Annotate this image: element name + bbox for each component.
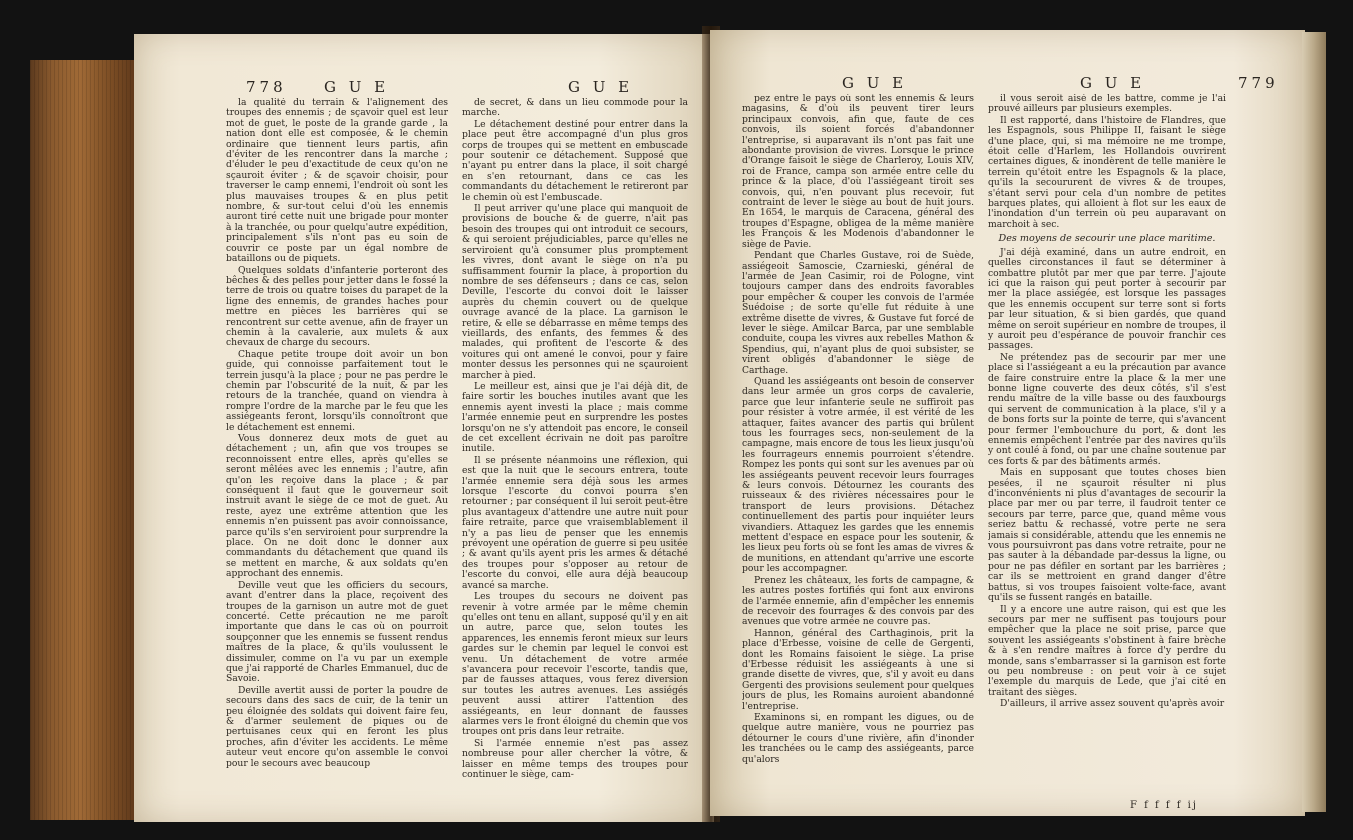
running-head-right-1: G U E [842,74,908,92]
book [26,26,1331,822]
paragraph: Hannon, général des Carthaginois, prit la place d'Erbesse, voisine de celle de Gergenti, dont les Romains faisoient le siège. La prise d'Erbesse réduisit les assiégeants à une si grande disette de vivres, que, s'il y avoit eu dans Gergenti des provisions seulement pour quelques jours de plus, les Romains auroient abandonné l'entreprise. [742,627,974,712]
paragraph: Le détachement destiné pour entrer dans la place peut être accompagné d'un plus gros corps de troupes qui se mettent en embuscade pour soutenir ce détachement. Supposé que n'ayant pu entrer dans la place, il soit chargé en s'en retournant, dans ce cas les commandants du détachement le retireront par le chemin où est l'embuscade. [462,118,688,203]
paragraph: Mais en supposant que toutes choses bien pesées, il ne sçauroit résulter ni plus d'inconvénients ni plus d'avantages de secourir la place par mer ou par terre, il faudroit tenter ce secours par terre, parce que, quand même vous seriez battu & rechassé, votre perte ne sera jamais si considérable, attendu que les ennemis ne vous poursuivront pas dans votre retraite, pour ne pas sauter à la débandade par-dessus la ligne, ou pour ne pas défiler en sortant par les barrières ; car ils se mettroient en grand danger d'être battus, si vos troupes faisoient volte-face, avant qu'ils se fussent rangés en bataille. [988,467,1226,604]
page-number-right: 779 [1238,74,1279,92]
paragraph: la qualité du terrain & l'alignement des troupes des ennemis ; de sçavoir quel est leur mot de guet, le poste de la grande garde , la nation dont elle est composée, & le chemin ordinaire que tiennent leurs partis, afin d'éviter de les rencontrer dans la marche ; d'éluder le peu d'exactitude de ceux qu'on ne sçauroit éviter ; & de sçavoir choisir, pour traverser le camp ennemi, l'endroit où sont les plus mauvaises troupes & en plus petit nombre, & sur-tout celui d'où les ennemis auront tiré cette nuit une brigade pour monter à la tranchée, ou pour quelqu'autre expédition, principalement s'ils n'ont pas eu soin de couvrir ce poste par un égal nombre de bataillons ou de piquets. [226,98,448,265]
left-page-column-1 [226,98,448,813]
paragraph: Il est rapporté, dans l'histoire de Flandres, que les Espagnols, sous Philippe II, faisant le siège d'une place, qui, si ma mémoire ne me trompe, étoit celle d'Harlem, les Hollandois ouvrirent certaines digues, & inondèrent de telle manière le terrein qu'étoit entre les Espagnols & la place, qu'ils la secoururent de vivres & de troupes, s'étant servi pour cela d'un nombre de petites barques plates, qui alloient à flot sur les eaux de l'inondation d'un terrein où peu auparavant on marchoit à sec. [988,114,1226,230]
paragraph: Chaque petite troupe doit avoir un bon guide, qui connoisse parfaitement tout le terrein jusqu'à la place ; pour ne pas perdre le chemin par l'obscurité de la nuit, & par les retours de la tranchée, quand on viendra à rompre l'ordre de la marche par le feu que les assiégeants feront, lorsqu'ils connoîtront que le détachement est ennemi. [226,348,448,433]
paragraph: pez entre le pays où sont les ennemis & leurs magasins, & d'où ils peuvent tirer leurs principaux convois, afin que, faute de ces convois, ils soient forcés d'abandonner l'entreprise, si auparavant ils n'ont pas fait une abondante provision de vivres. Lorsque le prince d'Orange faisoit le siège de Charleroy, Louis XIV, roi de France, campa son armée entre celle du prince & la place, d'où l'assiégeant tiroit ses convois, qui, n'en pouvant plus recevoir, fut contraint de lever le siège au bout de huit jours. En 1654, le marquis de Caracena, général des troupes d'Espagne, obligea de la même manière les François & les Modenois d'abandonner le siège de Pavie. [742,94,974,250]
right-page [710,30,1305,816]
left-page-column-2 [462,98,688,813]
right-page-column-1 [742,94,974,794]
running-head-left-1: G U E [324,78,390,96]
running-head-left-2: G U E [568,78,634,96]
paragraph: Si l'armée ennemie n'est pas assez nombreuse pour aller chercher la vôtre, & laisser en même temps des troupes pour continuer le siège, cam- [462,737,688,780]
paragraph: Il peut arriver qu'une place qui manquoit de provisions de bouche & de guerre, n'ait pas besoin des troupes qui ont introduit ce secours, & qui seroient préjudiciables, parce qu'elles ne serviroient qu'à consumer plus promptement les vivres, dont avant le siège on n'a pu suffisamment fournir la place, à proportion du nombre de ses défenseurs ; dans ce cas, selon Deville, l'escorte du convoi doit le laisser auprès du chemin couvert ou de quelque ouvrage avancé de la place. La garnison le retire, & elle se débarrasse en même temps des vieillards, des enfants, des femmes & des malades, qui profitent de l'escorte & des voitures qui ont amené le convoi, pour y faire monter dessus les personnes qui ne sçauroient marcher à pied. [462,203,688,381]
paragraph: il vous seroit aisé de les battre, comme je l'ai prouvé ailleurs par plusieurs exemples. [988,94,1226,115]
book-edge-right [1302,32,1326,812]
section-title: Des moyens de secourir une place maritime. [998,233,1216,245]
paragraph: D'ailleurs, il arrive assez souvent qu'après avoir [1000,698,1225,710]
paragraph: Le meilleur est, ainsi que je l'ai déjà dit, de faire sortir les bouches inutiles avant que les ennemis ayent investi la place ; mais comme l'armée ennemie peut en surprendre les postes lorsqu'on ne s'y attendoit pas encore, le conseil de cet excellent écrivain ne doit pas paroître inutile. [462,380,688,455]
paragraph: Quand les assiégeants ont besoin de conserver dans leur armée un gros corps de cavalerie, parce que leur infanterie seule ne suffiroit pas pour résister à votre armée, il est vérité de les attaquer, faites avancer des partis qui brûlent tous les fourrages secs, non-seulement de la campagne, mais encore de tous les lieux jusqu'où les fourrageurs ennemis pourroient s'étendre. Rompez les ponts qui sont sur les avenues par où les assiégeants peuvent recevoir leurs fourrages & leurs convois. Détournez les courants des ruisseaux & des rivières nécessaires pour le transport de leurs provisions. Détachez continuellement des partis pour inquiéter leurs vivandiers. Attaquez les gardes que les ennemis mettent d'espace en espace pour les soutenir, & les lieux peu forts où se font les amas de vivres & de munitions, en attendant qu'arrive une escorte pour les accompagner. [742,375,974,575]
running-head-right-2: G U E [1080,74,1146,92]
paragraph: Prenez les châteaux, les forts de campagne, & les autres postes fortifiés qui font aux environs de l'armée ennemie, afin d'empêcher les ennemis de recevoir des fourrages & des convois par des avenues que votre armée ne couvre pas. [742,574,974,628]
paragraph: Il se présente néanmoins une réflexion, qui est que la nuit que le secours entrera, toute l'armée ennemie sera déjà sous les armes lorsque l'escorte du convoi pourra s'en retourner ; par conséquent il lui seroit peut-être plus avantageux d'attendre une autre nuit pour faire retraite, parce que vraisemblablement il n'y a pas lieu de penser que les ennemis prévoyent une opération de guerre si peu usitée ; & avant qu'ils ayent pris les armes & détaché des troupes pour s'opposer au retour de l'escorte du convoi, elle aura déjà beaucoup avancé sa marche. [462,454,688,591]
book-edge-left [30,60,140,820]
paragraph: Deville veut que les officiers du secours, avant d'entrer dans la place, reçoivent des troupes de la garnison un autre mot de guet concerté. Cette précaution ne me paroît importante que dans le cas où on pourroit soupçonner que les ennemis se fussent rendus maîtres de la place, & qu'ils voulussent le dissimuler, comme on l'a vu par un exemple que j'ai rapporté de Charles Emmanuel, duc de Savoie. [226,579,448,685]
paragraph: Quelques soldats d'infanterie porteront des bêches & des pelles pour jetter dans le fossé la terre de trois ou quatre toises du parapet de la ligne des ennemis, de grandes haches pour mettre en pièces les barrières qui se rencontrent sur cette avenue, afin de frayer un chemin à la cavalerie, aux mulets & aux chevaux de charge du secours. [226,264,448,349]
paragraph: de secret, & dans un lieu commode pour la marche. [462,98,688,119]
signature-mark: F f f f f ij [1130,800,1198,811]
page-number-left: 778 [246,78,287,96]
paragraph: Examinons si, en rompant les digues, ou de quelque autre manière, vous ne pourriez pas détourner le cours d'une rivière, afin d'inonder les tranchées ou le camp des assiégeants, parce qu'alors [742,711,974,765]
paragraph: J'ai déjà examiné, dans un autre endroit, en quelles circonstances il faut se déterminer à combattre plutôt par mer que par terre. J'ajoute ici que la raison qui peut porter à secourir par mer la place assiégée, est lorsque les passages que les ennemis occupent sur terre sont si forts par leur situation, & si bien gardés, que quand même on seroit supérieur en nombre de troupes, il y auroit peu d'espérance de pouvoir franchir ces passages. [988,246,1226,352]
paragraph: Les troupes du secours ne doivent pas revenir à votre armée par le même chemin qu'elles ont tenu en allant, supposé qu'il y en ait un autre, parce que, selon toutes les apparences, les ennemis feront mieux sur leurs gardes sur le chemin par lequel le convoi est venu. Un détachement de votre armée s'avancera pour recevoir l'escorte, tandis que, par de fausses attaques, vous ferez diversion sur toutes les autres avenues. Les assiégés peuvent aussi attirer l'attention des assiégeants, en leur donnant de fausses alarmes vers le front éloigné du chemin que vos troupes ont pris dans leur retraite. [462,591,688,738]
paragraph: Vous donnerez deux mots de guet au détachement ; un, afin que vos troupes se reconnoissent entre elles, après qu'elles se seront mêlées avec les ennemis ; l'autre, afin qu'on les reçoive dans la place ; & par conséquent il faut que le gouverneur soit instruit avant le siège de ce mot de guet. Au reste, ayez une extrême attention que les ennemis n'en puissent pas avoir connoissance, parce qu'ils s'en serviroient pour surprendre la place. On ne doit donc le donner aux commandants du détachement que quand ils se mettent en marche, & aux soldats qu'en approchant des ennemis. [226,433,448,580]
right-page-column-2 [988,94,1226,794]
paragraph: Ne prétendez pas de secourir par mer une place si l'assiégeant a eu la précaution par avance de faire construire entre la place & la mer une bonne ligne couverte des deux côtés, s'il s'est rendu maître de la ville basse ou des fauxbourgs qui servent de communication à la place, s'il y a de bons forts sur la pointe de terre, qui s'avancent pour fermer l'embouchure du port, & dont les ennemis empêchent l'entrée par des navires qu'ils y ont coulé à fond, ou par une chaîne soutenue par ces forts & par des bâtiments armés. [988,351,1226,467]
paragraph: Pendant que Charles Gustave, roi de Suède, assiégeoit Samoscie, Czarnieski, général de l'armée de Jean Casimir, roi de Pologne, vint toujours camper dans des endroits favorables pour empêcher & couper les convois de l'armée Suédoise ; de sorte qu'elle fut réduite à une extrême disette de vivres, & Gustave fut forcé de lever le siège. Amilcar Barca, par une semblable conduite, coupa les vivres aux rebelles Mathon & Spendius, qui, n'ayant plus de quoi subsister, se virent obligés d'abandonner le siège de Carthage. [742,250,974,376]
paragraph: Deville avertit aussi de porter la poudre de secours dans des sacs de cuir, de la tenir un peu éloignée des soldats qui doivent faire feu, & d'armer seulement de piques ou de pertuisanes ceux qui en feront les plus proches, afin d'éviter les accidents. Le même auteur veut encore qu'on assemble le convoi pour le secours avec beaucoup [226,684,448,769]
left-page [134,34,714,822]
paragraph: Il y a encore une autre raison, qui est que les secours par mer ne suffisent pas toujours pour empêcher que la place ne soit prise, parce que souvent les assiégeants s'obstinent à faire brèche & à s'en rendre maîtres à force d'y perdre du monde, sans s'embarrasser si la garnison est forte ou peu nombreuse : on peut voir à ce sujet l'exemple du marquis de Lede, que j'ai cité en traitant des sièges. [988,603,1226,698]
